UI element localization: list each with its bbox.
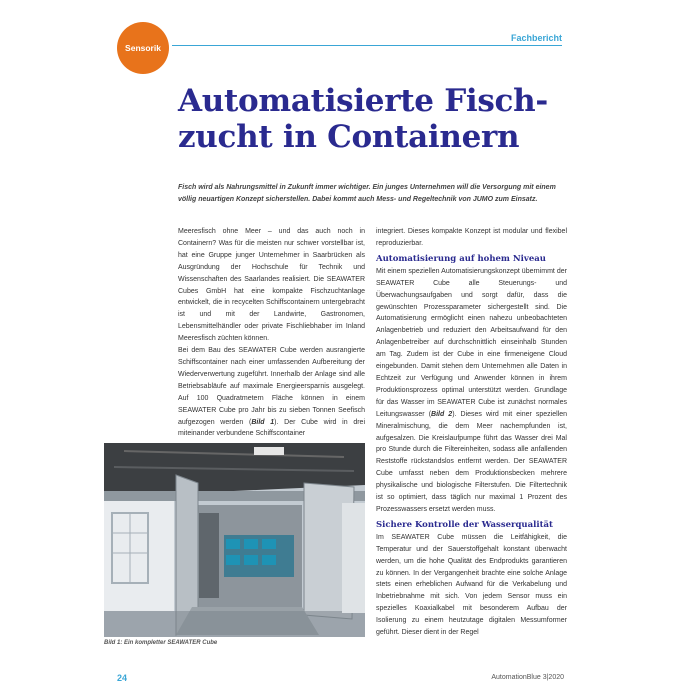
text-run: ). Der Cube wird in drei miteinander verbundene Schiffscontainer <box>178 418 366 438</box>
paragraph: Meeresfisch ohne Meer – und das auch noch in Containern? Was für die meisten nur schwer vorstellbar ist, hat eine Gruppe junger Unternehmer in Saarbrücken als Ausgründung der Hochschule für Technik und Wissenschaften des Saarlandes realisiert. Die SEAWATER Cubes GmbH hat eine kompakte Fischzuchtanlage entwickelt, die in recycelten Schiffscontainern untergebracht ist und mit der Landwirte, Gastronomen, Lebensmittelhändler oder private Fischliebhaber im Inland Meeresfisch züchten können. <box>178 228 365 343</box>
paragraph <box>376 266 567 516</box>
column-left <box>178 226 365 440</box>
publication-info: AutomationBlue 3|2020 <box>491 674 564 681</box>
text-run: Bei dem Bau des SEAWATER Cube werden ausrangierte Schiffscontainer nach einer umfassenden Aufbereitung der Wiederverwertung zugeführt. Innerhalb der Anlage sind alle Betriebsabläufe auf maximale Energieersparnis ausgelegt. Auf 100 Quadratmetern Fläche können in einem SEAWATER Cube pro Jahr bis zu sieben Tonnen Seefisch aufgezogen werden ( <box>178 347 365 426</box>
container-illustration <box>104 443 365 637</box>
subheading: Automatisierung auf hohem Niveau <box>376 253 546 264</box>
figure-ref: Bild 1 <box>251 418 275 426</box>
section-badge <box>117 22 169 74</box>
category-label: Fachbericht <box>510 33 562 43</box>
article-title <box>178 83 578 155</box>
paragraph: integriert. Dieses kompakte Konzept ist modular und flexibel reproduzierbar. <box>376 228 567 247</box>
text-run: ). Dieses wird mit einer speziellen Mineralmischung, die dem Meer nachempfunden ist, aufgesalzen. Die Kreislaufpumpe führt das Wasser drei Mal pro Stunde durch die Filtereinheiten, sodass alle anfallenden Reststoffe rückstandslos entfernt werden. Der SEAWATER Cube umfasst neben dem Produktionsbecken mehrere physikalische und biologische Filterstufen. Die Filtertechnik ist so optimiert, dass täglich nur maximal 1 Prozent des Prozesswassers ersetzt werden muss. <box>376 410 567 513</box>
article-lead: Fisch wird als Nahrungsmittel in Zukunft immer wichtiger. Ein junges Unternehmen will die Versorgung mit einem völlig neuartigen Konzept sicherstellen. Dabei kommt auch Mess- und Regeltechnik von JUMO zum Einsatz. <box>178 184 556 203</box>
title-line-2: zucht in Containern <box>178 119 520 155</box>
header-rule <box>172 45 562 46</box>
column-right <box>376 226 567 639</box>
page-number: 24 <box>117 673 128 683</box>
photo-caption: Bild 1: Ein kompletter SEAWATER Cube <box>104 640 218 646</box>
title-line-1: Automatisierte Fisch- <box>178 83 548 119</box>
figure-ref: Bild 2 <box>431 410 453 418</box>
container-photo <box>104 443 365 637</box>
paragraph <box>178 345 365 440</box>
subheading: Sichere Kontrolle der Wasserqualität <box>376 519 553 530</box>
paragraph: Im SEAWATER Cube müssen die Leitfähigkeit, die Temperatur und der Sauerstoffgehalt konstant überwacht werden, um die hohe Qualität des Endprodukts garantieren zu können. In der Vergangenheit brachte eine solche Anlage stets einen erheblichen Aufwand für die Verkabelung und Inbetriebnahme mit sich. Von jedem Sensor muss ein spezielles Koaxialkabel mit besonderem Aufbau der Isolierung zu einem heutzutage digitalen Messumformer geführt. Dieser dient in der Regel <box>376 533 567 637</box>
text-run: Mit einem speziellen Automatisierungskonzept übernimmt der SEAWATER Cube alle Steuerungs- und Überwachungsaufgaben und sorgt dafür, dass die gewünschten Prozessparameter sichergestellt sind. Die Automatisierung ermöglicht einen nahezu unbeobachteten Anlagenbetrieb und reduziert den Arbeitsaufwand für den Anlagenbetreiber auf durchschnittlich einseinhalb Stunden am Tag. Zudem ist der Cube in eine firmeneigene Cloud eingebunden. Damit stehen dem Unternehmen alle Daten in Echtzeit zur Verfügung und Anwender können in ihrem Produktionsprozess optimal unterstützt werden. Grundlage für das Wasser im SEAWATER Cube ist zunächst normales Leitungswasser ( <box>376 267 567 418</box>
section-badge-label: Sensorik <box>125 43 161 53</box>
